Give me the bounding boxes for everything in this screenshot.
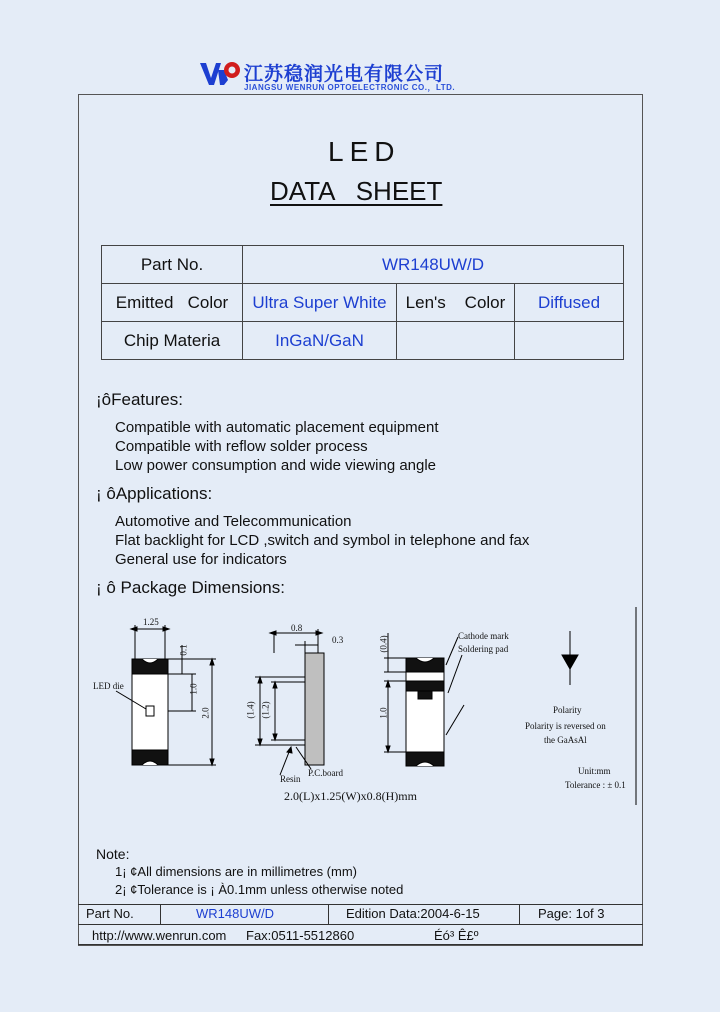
empty-cell [397, 322, 515, 360]
spec-row-chip [102, 322, 624, 360]
resin-label: Resin [280, 774, 301, 784]
list-item: Flat backlight for LCD ,switch and symbol in telephone and fax [115, 532, 530, 549]
empty-cell [515, 322, 624, 360]
list-item: Automotive and Telecommunication [115, 513, 352, 530]
features-list [115, 418, 439, 475]
note-2: 2¡ ¢Tolerance is ¡ À0.1mm unless otherwise noted [115, 882, 404, 897]
spec-row-part [102, 246, 624, 284]
polarity-note-1: Polarity is reversed on [525, 721, 606, 731]
list-item: Compatible with reflow solder process [115, 438, 368, 455]
dim-0-1: 0.1 [178, 644, 189, 656]
dim-2-0: 2.0 [200, 707, 211, 719]
footer-col-rule [519, 904, 520, 924]
polarity-label: Polarity [553, 705, 582, 715]
dim-1-0b: 1.0 [378, 707, 389, 719]
unit-label: Unit:mm [578, 766, 611, 776]
dim-1-25: 1.25 [143, 617, 159, 627]
footer-part-value: WR148UW/D [196, 906, 275, 921]
features-heading: ¡ôFeatures: [96, 390, 183, 409]
note-1: 1¡ ¢All dimensions are in millimetres (mm) [115, 864, 357, 879]
dim-0-4: (0.4) [378, 635, 389, 653]
dim-1-2: (1.2) [260, 701, 271, 719]
footer-col-rule [160, 904, 161, 924]
led-die-label: LED die [93, 681, 124, 691]
lens-color-value: Diffused [515, 284, 624, 322]
chip-material-value: InGaN/GaN [243, 322, 397, 360]
dim-0-8: 0.8 [291, 623, 303, 633]
lens-color-label: Len's Color [397, 284, 515, 322]
title-led: LED [328, 136, 401, 167]
tolerance-label: Tolerance : ± 0.1 [565, 780, 626, 790]
dim-0-3: 0.3 [332, 635, 344, 645]
part-no-label: Part No. [102, 246, 243, 284]
list-item: Compatible with automatic placement equipment [115, 419, 439, 436]
title-data-sheet: DATA SHEET [270, 176, 443, 206]
wr-logo-icon [198, 60, 244, 88]
applications-list [115, 512, 529, 569]
emitted-color-label: Emitted Color [102, 284, 243, 322]
soldering-pad-label: Soldering pad [458, 644, 509, 654]
note-title: Note: [96, 846, 130, 862]
footer-top-rule [78, 904, 643, 905]
emitted-color-value: Ultra Super White [243, 284, 397, 322]
company-name-cn: 江苏稳润光电有限公司 [244, 64, 445, 85]
package-drawing [88, 605, 640, 810]
company-name-en: JIANGSU WENRUN OPTOELECTRONIC CO.，LTD. [244, 83, 456, 92]
applications-heading: ¡ ôApplications: [96, 484, 213, 503]
footer-bottom-rule [78, 944, 643, 945]
overall-dimensions: 2.0(L)x1.25(W)x0.8(H)mm [284, 789, 417, 803]
footer-garbled: Éó³ Ê£º [434, 928, 479, 943]
company-logo [198, 58, 528, 92]
footer-mid-rule [78, 924, 643, 925]
footer-edition: Edition Data:2004-6-15 [346, 906, 480, 921]
footer-col-rule [328, 904, 329, 924]
polarity-note-2: the GaAsAl [544, 735, 587, 745]
footer-website-link[interactable]: http://www.wenrun.com [92, 928, 227, 943]
spec-row-color [102, 284, 624, 322]
list-item: General use for indicators [115, 551, 287, 568]
list-item: Low power consumption and wide viewing angle [115, 457, 437, 474]
cathode-mark-label: Cathode mark [458, 631, 509, 641]
package-heading: ¡ ô Package Dimensions: [96, 578, 285, 597]
part-no-value: WR148UW/D [243, 246, 624, 284]
footer-fax: Fax:0511-5512860 [246, 928, 355, 943]
footer-part-label: Part No. [86, 906, 134, 921]
chip-material-label: Chip Materia [102, 322, 243, 360]
dim-1-4: (1.4) [245, 701, 256, 719]
footer-page: Page: 1of 3 [538, 906, 605, 921]
dim-1-0: 1.0 [188, 683, 199, 695]
pc-board-label: P.C.board [308, 768, 344, 778]
spec-table [101, 245, 624, 360]
